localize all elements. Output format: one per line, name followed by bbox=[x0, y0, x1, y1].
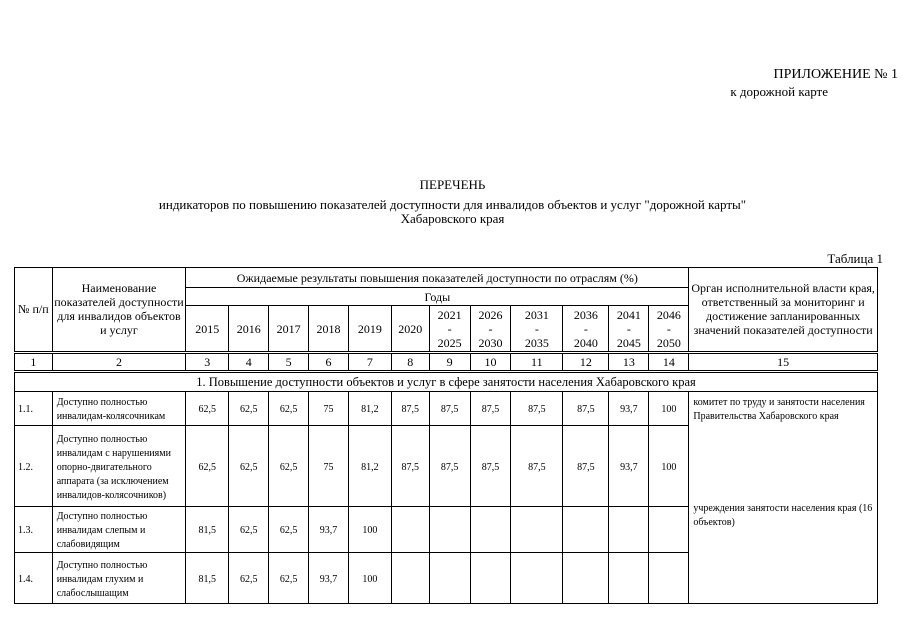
column-number: 11 bbox=[511, 352, 563, 371]
row-value: 93,7 bbox=[309, 507, 349, 553]
row-value bbox=[511, 553, 563, 604]
header-year: 2015 bbox=[186, 306, 229, 352]
header-year: 2041 - 2045 bbox=[609, 306, 649, 352]
indicators-table bbox=[14, 267, 878, 604]
header-year: 2018 bbox=[309, 306, 349, 352]
title-region: Хабаровского края bbox=[400, 211, 505, 226]
row-value: 62,5 bbox=[229, 426, 269, 507]
appendix-title: ПРИЛОЖЕНИЕ № 1 bbox=[773, 67, 898, 82]
row-responsible-org: комитет по труду и занятости населения Правительства Хабаровского края bbox=[689, 392, 878, 426]
row-number: 1.4. bbox=[15, 553, 53, 604]
row-value bbox=[609, 553, 649, 604]
row-value bbox=[391, 553, 429, 604]
row-value: 93,7 bbox=[309, 553, 349, 604]
row-value: 100 bbox=[649, 392, 689, 426]
column-number: 3 bbox=[186, 352, 229, 371]
header-year: 2019 bbox=[348, 306, 391, 352]
table-label: Таблица 1 bbox=[827, 251, 883, 266]
header-expected: Ожидаемые результаты повышения показателей доступности по отраслям (%) bbox=[186, 268, 689, 288]
row-indicator-name: Доступно полностью инвалидам слепым и слабовидящим bbox=[52, 507, 186, 553]
column-number: 9 bbox=[429, 352, 470, 371]
row-value: 81,5 bbox=[186, 553, 229, 604]
row-value: 87,5 bbox=[470, 392, 511, 426]
row-value: 87,5 bbox=[391, 392, 429, 426]
column-number: 14 bbox=[649, 352, 689, 371]
header-org: Орган исполнительной власти края, ответственный за мониторинг и достижение запланированных значений показателей доступности bbox=[689, 268, 878, 353]
column-number: 4 bbox=[229, 352, 269, 371]
title-subheading: индикаторов по повышению показателей доступности для инвалидов объектов и услуг "дорожной карты" bbox=[158, 197, 747, 212]
row-value: 87,5 bbox=[511, 392, 563, 426]
row-value: 87,5 bbox=[563, 426, 609, 507]
row-number: 1.3. bbox=[15, 507, 53, 553]
row-value: 62,5 bbox=[229, 392, 269, 426]
header-year: 2031 - 2035 bbox=[511, 306, 563, 352]
row-value: 93,7 bbox=[609, 392, 649, 426]
row-number: 1.2. bbox=[15, 426, 53, 507]
row-value bbox=[429, 553, 470, 604]
table-row bbox=[15, 426, 878, 507]
row-value bbox=[511, 507, 563, 553]
column-number: 1 bbox=[15, 352, 53, 371]
row-indicator-name: Доступно полностью инвалидам-колясочникам bbox=[52, 392, 186, 426]
row-value bbox=[563, 507, 609, 553]
row-value: 87,5 bbox=[563, 392, 609, 426]
header-years-label: Годы bbox=[186, 288, 689, 306]
column-number: 6 bbox=[309, 352, 349, 371]
row-value bbox=[391, 507, 429, 553]
appendix-subtitle: к дорожной карте bbox=[730, 84, 828, 99]
column-number: 8 bbox=[391, 352, 429, 371]
row-value bbox=[470, 553, 511, 604]
column-number: 12 bbox=[563, 352, 609, 371]
row-responsible-org: учреждения занятости населения края (16 объектов) bbox=[689, 426, 878, 604]
header-year: 2020 bbox=[391, 306, 429, 352]
header-year: 2036 - 2040 bbox=[563, 306, 609, 352]
row-value: 81,2 bbox=[348, 392, 391, 426]
row-value: 100 bbox=[649, 426, 689, 507]
row-value: 87,5 bbox=[470, 426, 511, 507]
row-value bbox=[470, 507, 511, 553]
row-value bbox=[609, 507, 649, 553]
row-value: 62,5 bbox=[269, 392, 309, 426]
row-value: 81,5 bbox=[186, 507, 229, 553]
row-value bbox=[429, 507, 470, 553]
row-value: 62,5 bbox=[269, 426, 309, 507]
section-title: 1. Повышение доступности объектов и услуг в сфере занятости населения Хабаровского края bbox=[15, 371, 878, 391]
row-value bbox=[563, 553, 609, 604]
row-value: 93,7 bbox=[609, 426, 649, 507]
row-value: 100 bbox=[348, 553, 391, 604]
row-indicator-name: Доступно полностью инвалидам с нарушениями опорно-двигательного аппарата (за исключением инвалидов-колясочников) bbox=[52, 426, 186, 507]
row-value: 62,5 bbox=[186, 426, 229, 507]
row-value bbox=[649, 553, 689, 604]
column-number: 15 bbox=[689, 352, 878, 371]
row-value: 62,5 bbox=[186, 392, 229, 426]
document-title bbox=[0, 177, 905, 226]
row-number: 1.1. bbox=[15, 392, 53, 426]
row-value: 87,5 bbox=[391, 426, 429, 507]
column-number: 10 bbox=[470, 352, 511, 371]
header-num: № п/п bbox=[15, 268, 53, 353]
title-heading: ПЕРЕЧЕНЬ bbox=[419, 177, 486, 192]
row-value: 87,5 bbox=[511, 426, 563, 507]
row-value: 62,5 bbox=[269, 507, 309, 553]
header-year: 2026 - 2030 bbox=[470, 306, 511, 352]
row-value: 87,5 bbox=[429, 392, 470, 426]
row-value: 62,5 bbox=[269, 553, 309, 604]
column-number: 2 bbox=[52, 352, 186, 371]
header-name: Наименование показателей доступности для инвалидов объектов и услуг bbox=[52, 268, 186, 353]
header-year: 2021 - 2025 bbox=[429, 306, 470, 352]
column-number: 5 bbox=[269, 352, 309, 371]
header-year: 2046 - 2050 bbox=[649, 306, 689, 352]
column-number: 7 bbox=[348, 352, 391, 371]
row-value: 81,2 bbox=[348, 426, 391, 507]
appendix-block bbox=[600, 66, 898, 100]
row-value: 62,5 bbox=[229, 507, 269, 553]
row-value: 87,5 bbox=[429, 426, 470, 507]
row-value: 75 bbox=[309, 426, 349, 507]
column-number: 13 bbox=[609, 352, 649, 371]
row-indicator-name: Доступно полностью инвалидам глухим и слабослышащим bbox=[52, 553, 186, 604]
row-value: 62,5 bbox=[229, 553, 269, 604]
row-value: 75 bbox=[309, 392, 349, 426]
header-year: 2017 bbox=[269, 306, 309, 352]
row-value bbox=[649, 507, 689, 553]
row-value: 100 bbox=[348, 507, 391, 553]
header-year: 2016 bbox=[229, 306, 269, 352]
table-row bbox=[15, 392, 878, 426]
